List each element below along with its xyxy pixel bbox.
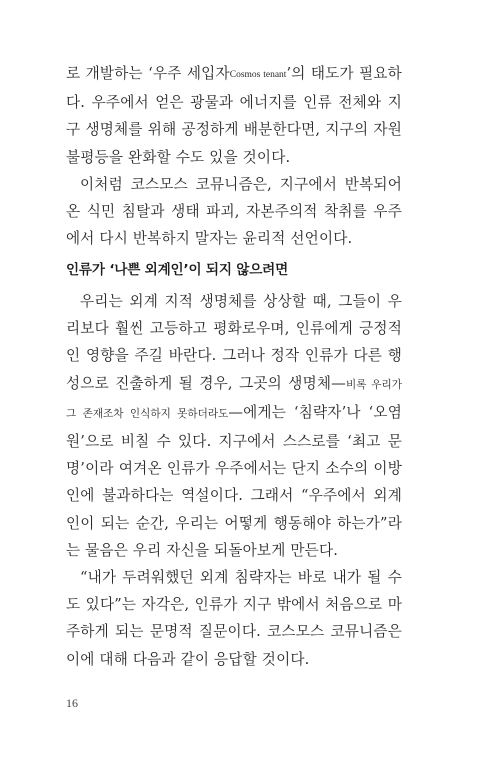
english-gloss: Cosmos tenant	[229, 70, 287, 80]
paragraph-cosmos-tenant	[66, 60, 402, 171]
section-1	[66, 60, 402, 252]
paragraph-ethical-declaration: 이처럼 코스모스 코뮤니즘은, 지구에서 반복되어 온 식민 침탈과 생태 파괴, 자본주의적 착취를 우주에서 다시 반복하지 말자는 윤리적 선언이다.	[66, 175, 402, 248]
paragraph-text: ’의 태도가 필요하다. 우주에서 얻은 광물과 에너지를 인류 전체와 지구 생명체를 위해 공정하게 배분한다면, 지구의 자원 불평등을 완화할 수도 있을 것이다.	[66, 65, 402, 166]
paragraph-alien-imagination	[66, 288, 402, 564]
paragraph-invader-awareness: “내가 두려워했던 외계 침략자는 바로 내가 될 수도 있다”는 자각은, 인류가 지구 밖에서 처음으로 마주하게 되는 문명적 질문이다. 코스모스 코뮤니즘은 이에 대해 다음과 같이 응답할 것이다.	[66, 569, 402, 668]
small-aside-text: 비록 우리가 그 존재조차 인식하지 못하더라도	[66, 378, 402, 420]
paragraph-text: 우리는 외계 지적 생명체를 상상할 때, 그들이 우리보다 훨씬 고등하고 평화로우며, 인류에게 긍정적인 영향을 주길 바란다. 그러나 정작 인류가 다른 행성으로 진출하게 될 경우, 그곳의 생명체—	[66, 293, 402, 392]
paragraph-text: —에게는 ‘침략자’나 ‘오염원’으로 비칠 수 있다. 지구에서 스스로를 ‘최고 문명’이라 여겨온 인류가 우주에서는 단지 소수의 이방인에 불과하다는 역설이다. 그래서 “우주에서 외계인이 되는 순간, 우리는 어떻게 행동해야 하는가”라는 물음은 우리 자신을 되돌아보게 만든다.	[66, 403, 402, 559]
section-heading: 인류가 ‘나쁜 외계인’이 되지 않으려면	[66, 262, 289, 278]
page-number: 16	[66, 696, 78, 710]
section-2	[66, 288, 402, 673]
paragraph-text: 로 개발하는 ‘우주 세입자	[66, 65, 230, 82]
